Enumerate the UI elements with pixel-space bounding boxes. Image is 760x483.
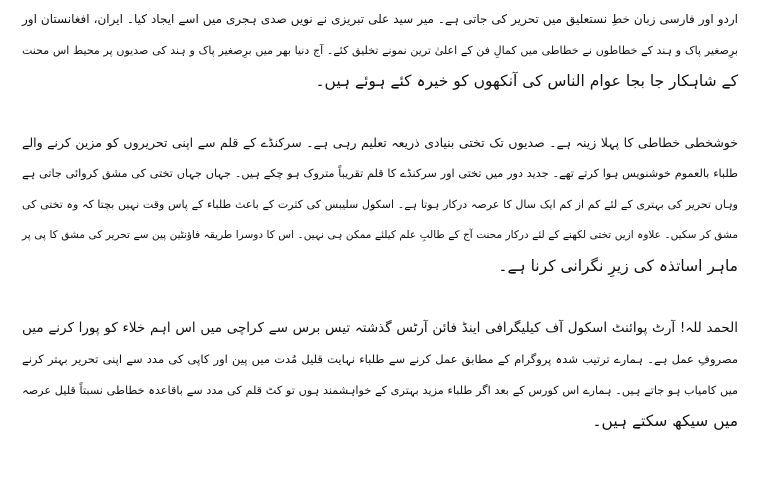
paragraph-art-point-school (0, 313, 760, 437)
paragraph-line: الحمد للہ! آرٹ پوائنٹ اسکول آف کیلیگرافی اینڈ فائن آرٹس گذشتہ تیس برس سے کراچی میں اس اہم خلاء کو پورا کرنے میں (22, 320, 738, 336)
paragraph-line: وہاں تحریر کی بہتری کے لئے کم از کم ایک سال کا عرصہ درکار ہوتا ہے۔ اسکول سلیبس کی کثرت کے باعث طلباء کے پاس وقت نہیں بچتا کہ وہ تختی کی (22, 198, 738, 211)
paragraph-line: اردو اور فارسی زبان خطِ نستعلیق میں تحریر کی جاتی ہے۔ میر سید علی تبریزی نے نویں صدی ہجری میں اسے ایجاد کیا۔ ایران، افغانستان اور (22, 12, 738, 26)
paragraph-line: ماہر اساتذہ کی زیرِ نگرانی کرنا ہے۔ (498, 257, 738, 275)
paragraph-calligraphy-practice (0, 127, 760, 282)
paragraph-line: میں کامیاب ہو جاتے ہیں۔ ہمارے اس کورس کے بعد اگر طلباء مزید بہتری کے خواہشمند ہوں تو کٹ قلم کی مدد سے باقاعدہ خطاطی نسبتاً قلیل عرصہ (22, 384, 738, 397)
paragraph-line: مشق کر سکیں۔ علاوہ ازیں تختی لکھنے کے لئے درکار محنت آج کے طالبِ علم کیلئے ممکن ہی نہیں۔ اس کا دوسرا طریقہ فاؤنٹین پین سے تحریر کی مشق کا پی پر (22, 229, 738, 241)
paragraph-line: مصروفِ عمل ہے۔ ہمارے ترتیب شدہ پروگرام کے مطابق عمل کرنے سے طلباء نہایت قلیل مُدت میں پین اور کاپی کی مدد سے اپنی تحریر بہتر کرنے (22, 352, 738, 366)
paragraph-line: طلباء بالعموم خوشنویس ہوا کرتے تھے۔ جدید دور میں تختی اور سرکنڈے کا قلم تقریباً متروک ہو چکے ہیں۔ جہاں جہاں تختی کی مشق کروائی جاتی ہے (22, 167, 738, 180)
paragraph-line: میں سیکھ سکتے ہیں۔ (592, 412, 738, 430)
paragraph-line: خوشخطی خطاطی کا پہلا زینہ ہے۔ صدیوں تک تختی بنیادی ذریعہ تعلیم رہی ہے۔ سرکنڈے کے قلم سے اپنی تحریروں کو مزین کرنے والے (22, 135, 738, 150)
paragraph-line: کے شاہکار جا بجا عوام الناس کی آنکھوں کو خیرہ کئے ہوئے ہیں۔ (315, 72, 738, 90)
paragraph-line: برِصغیر پاک و ہند کے خطاطوں نے خطاطی میں کمالِ فن کے اعلیٰ ترین نمونے تخلیق کئے۔ آج دنیا بھر میں برِصغیر پاک و ہند کی صدیوں پر محیط اس محنت (22, 44, 738, 57)
paragraph-nastaliq-history (0, 4, 760, 97)
